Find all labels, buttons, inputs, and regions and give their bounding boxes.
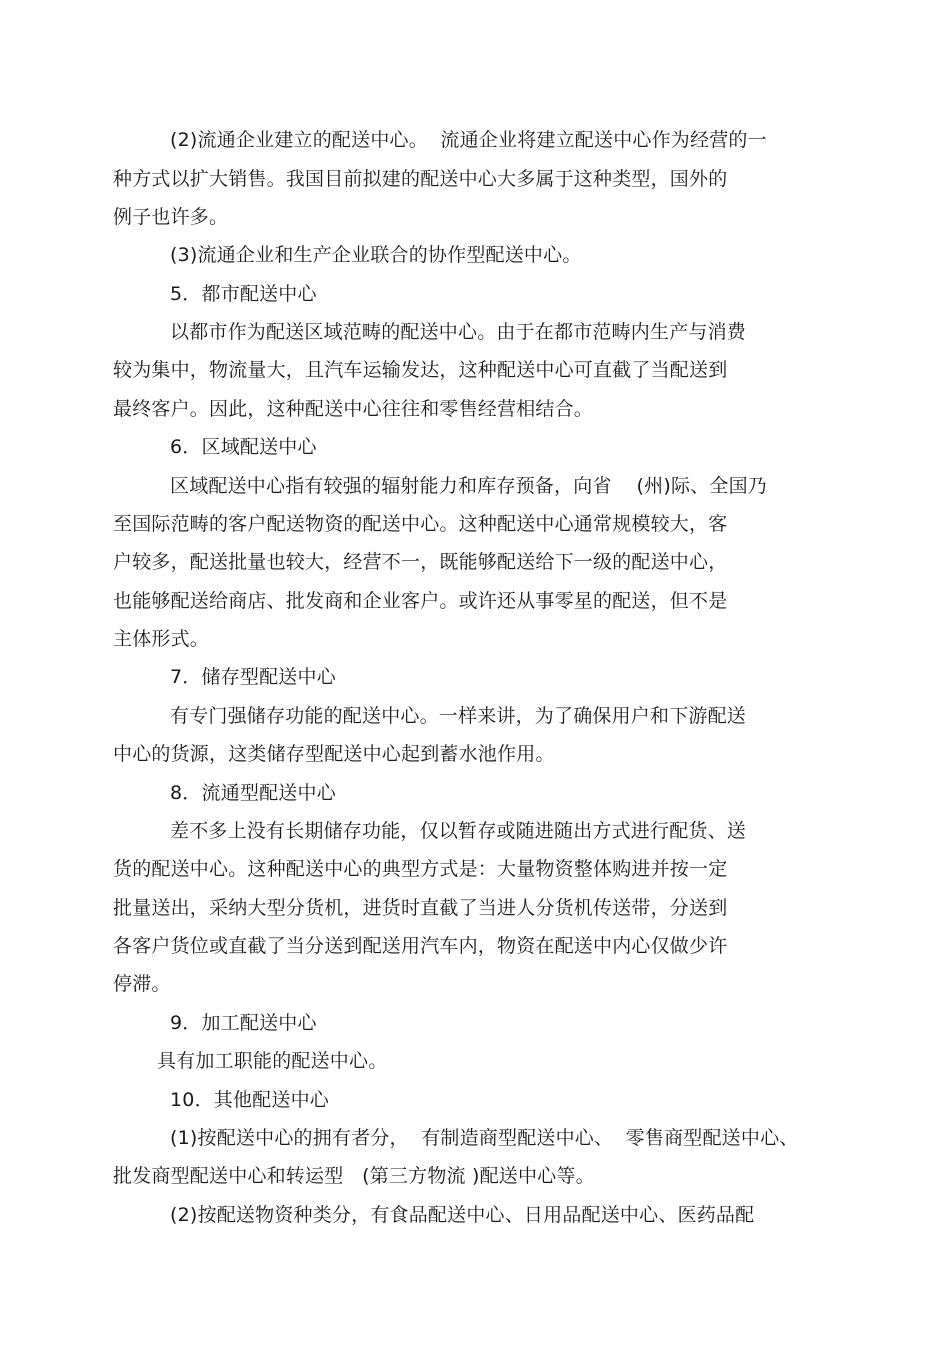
paragraph-line: (1)按配送中心的拥有者分， 有制造商型配送中心、 零售商型配送中心、 xyxy=(170,1127,799,1149)
paragraph-line: 中心的货源，这类储存型配送中心起到蓄水池作用。 xyxy=(113,743,555,765)
paragraph-line: 以都市作为配送区域范畴的配送中心。由于在都市范畴内生产与消费 xyxy=(170,321,747,343)
paragraph-line: 区域配送中心指有较强的辐射能力和库存预备，向省 (州)际、全国乃 xyxy=(170,475,767,497)
paragraph-line: 例子也许多。 xyxy=(113,206,229,228)
paragraph-line: 有专门强储存功能的配送中心。一样来讲，为了确保用户和下游配送 xyxy=(170,705,747,727)
paragraph-line: 较为集中，物流量大，且汽车运输发达，这种配送中心可直截了当配送到 xyxy=(113,359,728,381)
section-heading: 5．都市配送中心 xyxy=(170,283,317,305)
paragraph-line: 各客户货位或直截了当分送到配送用汽车内，物资在配送中内心仅做少许 xyxy=(113,935,728,957)
section-heading: 10．其他配送中心 xyxy=(170,1089,329,1111)
paragraph-line: 货的配送中心。这种配送中心的典型方式是：大量物资整体购进并按一定 xyxy=(113,858,728,880)
paragraph-line: 具有加工职能的配送中心。 xyxy=(157,1050,388,1072)
paragraph-line: 差不多上没有长期储存功能，仅以暂存或随进随出方式进行配货、送 xyxy=(170,820,747,842)
paragraph-line: (3)流通企业和生产企业联合的协作型配送中心。 xyxy=(170,244,582,266)
paragraph-line: 户较多，配送批量也较大，经营不一，既能够配送给下一级的配送中心， xyxy=(113,551,728,573)
paragraph-line: 最终客户。因此，这种配送中心往往和零售经营相结合。 xyxy=(113,398,594,420)
paragraph-line: 批发商型配送中心和转运型 (第三方物流 )配送中心等。 xyxy=(113,1165,595,1187)
paragraph-line: (2)流通企业建立的配送中心。 流通企业将建立配送中心作为经营的一 xyxy=(170,129,767,151)
section-heading: 9．加工配送中心 xyxy=(170,1012,317,1034)
paragraph-line: 批量送出，采纳大型分货机，进货时直截了当进人分货机传送带，分送到 xyxy=(113,897,728,919)
paragraph-line: 至国际范畴的客户配送物资的配送中心。这种配送中心通常规模较大，客 xyxy=(113,513,728,535)
paragraph-line: 也能够配送给商店、批发商和企业客户。或许还从事零星的配送，但不是 xyxy=(113,590,728,612)
section-heading: 7．储存型配送中心 xyxy=(170,666,336,688)
paragraph-line: (2)按配送物资种类分，有食品配送中心、日用品配送中心、医药品配 xyxy=(170,1204,755,1226)
paragraph-line: 主体形式。 xyxy=(113,628,210,650)
section-heading: 6．区域配送中心 xyxy=(170,436,317,458)
section-heading: 8．流通型配送中心 xyxy=(170,782,336,804)
paragraph-line: 种方式以扩大销售。我国目前拟建的配送中心大多属于这种类型，国外的 xyxy=(113,168,728,190)
paragraph-line: 停滞。 xyxy=(113,973,171,995)
